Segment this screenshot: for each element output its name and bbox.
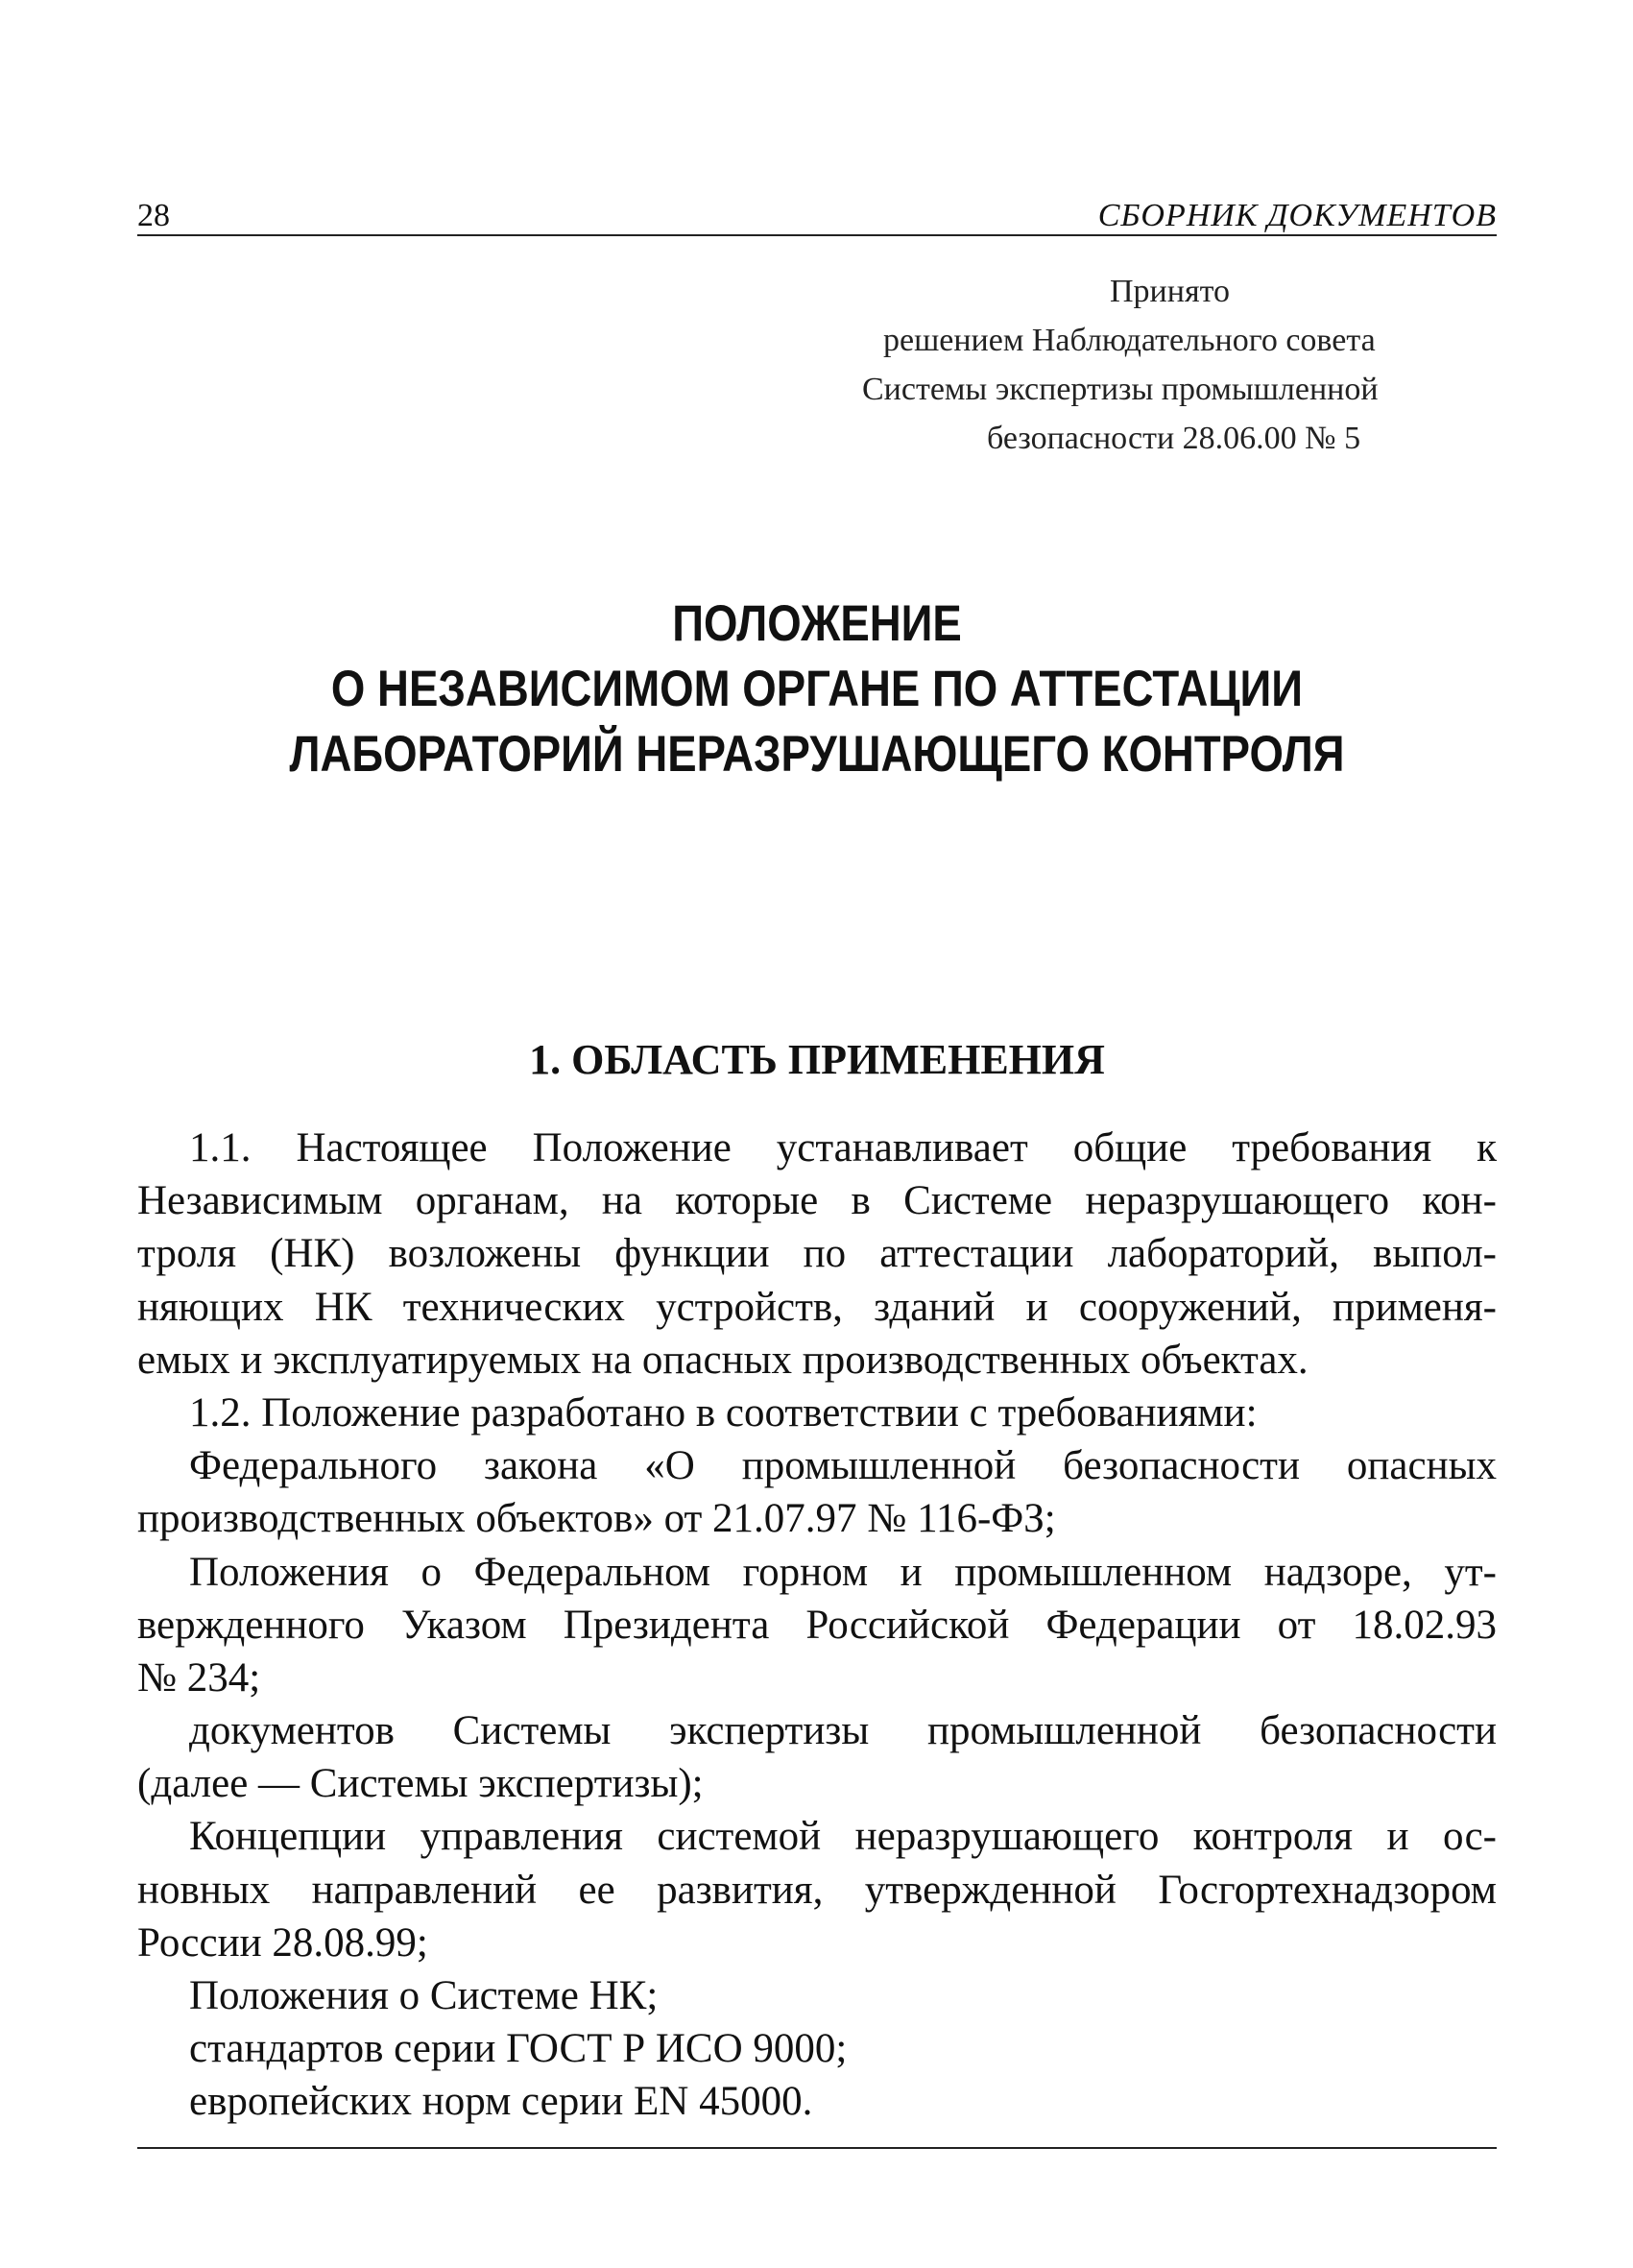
approval-line: Системы экспертизы промышленной: [862, 372, 1379, 407]
body-line: емых и эксплуатируемых на опасных производственных объектах.: [137, 1337, 1309, 1383]
document-title: [232, 591, 1402, 787]
body-line: документов Системы экспертизы промышленной безопасности: [189, 1708, 1497, 1754]
body-line: няющих НК технических устройств, зданий и сооружений, применя-: [137, 1284, 1497, 1330]
approval-line: решением Наблюдательного совета: [883, 323, 1376, 358]
page-header: [137, 182, 1497, 232]
header-divider: [137, 234, 1497, 236]
body-line: № 234;: [137, 1654, 261, 1701]
body-line: Положения о Системе НК;: [189, 1973, 659, 2018]
body-line: троля (НК) возложены функции по аттестации лабораторий, выпол-: [137, 1231, 1497, 1277]
title-line: ПОЛОЖЕНИЕ: [672, 595, 962, 652]
body-line: России 28.08.99;: [137, 1919, 428, 1966]
body-line: вержденного Указом Президента Российской Федерации от 18.02.93: [137, 1602, 1497, 1648]
body-line: 1.2. Положение разработано в соответствии с требованиями:: [189, 1389, 1258, 1436]
body-line: Концепции управления системой неразрушающего контроля и ос-: [189, 1814, 1497, 1860]
section-body: [137, 1122, 1497, 2129]
approval-block: [826, 267, 1517, 463]
running-title: СБОРНИК ДОКУМЕНТОВ: [1097, 198, 1497, 233]
approval-line: безопасности 28.06.00 № 5: [987, 421, 1361, 456]
title-line: О НЕЗАВИСИМОМ ОРГАНЕ ПО АТТЕСТАЦИИ: [330, 661, 1304, 717]
page-number: 28: [137, 198, 170, 233]
body-line: новных направлений ее развития, утвержденной Госгортехнадзором: [137, 1867, 1497, 1913]
body-line: Независимым органам, на которые в Системе неразрушающего кон-: [137, 1178, 1497, 1224]
title-line: ЛАБОРАТОРИЙ НЕРАЗРУШАЮЩЕГО КОНТРОЛЯ: [289, 726, 1345, 783]
section-heading: 1. ОБЛАСТЬ ПРИМЕНЕНИЯ: [529, 1036, 1105, 1083]
body-line: производственных объектов» от 21.07.97 № 116-ФЗ;: [137, 1496, 1056, 1542]
body-line: стандартов серии ГОСТ Р ИСО 9000;: [189, 2026, 848, 2072]
body-line: Федерального закона «О промышленной безопасности опасных: [189, 1443, 1497, 1489]
body-line: Положения о Федеральном горном и промышленном надзоре, ут-: [189, 1549, 1497, 1595]
body-line: (далее — Системы экспертизы);: [137, 1761, 704, 1807]
body-line: европейских норм серии EN 45000.: [189, 2079, 813, 2125]
approval-line: Принято: [1110, 274, 1230, 309]
body-line: 1.1. Настоящее Положение устанавливает общие требования к: [189, 1125, 1497, 1170]
footer-divider: [137, 2147, 1497, 2149]
